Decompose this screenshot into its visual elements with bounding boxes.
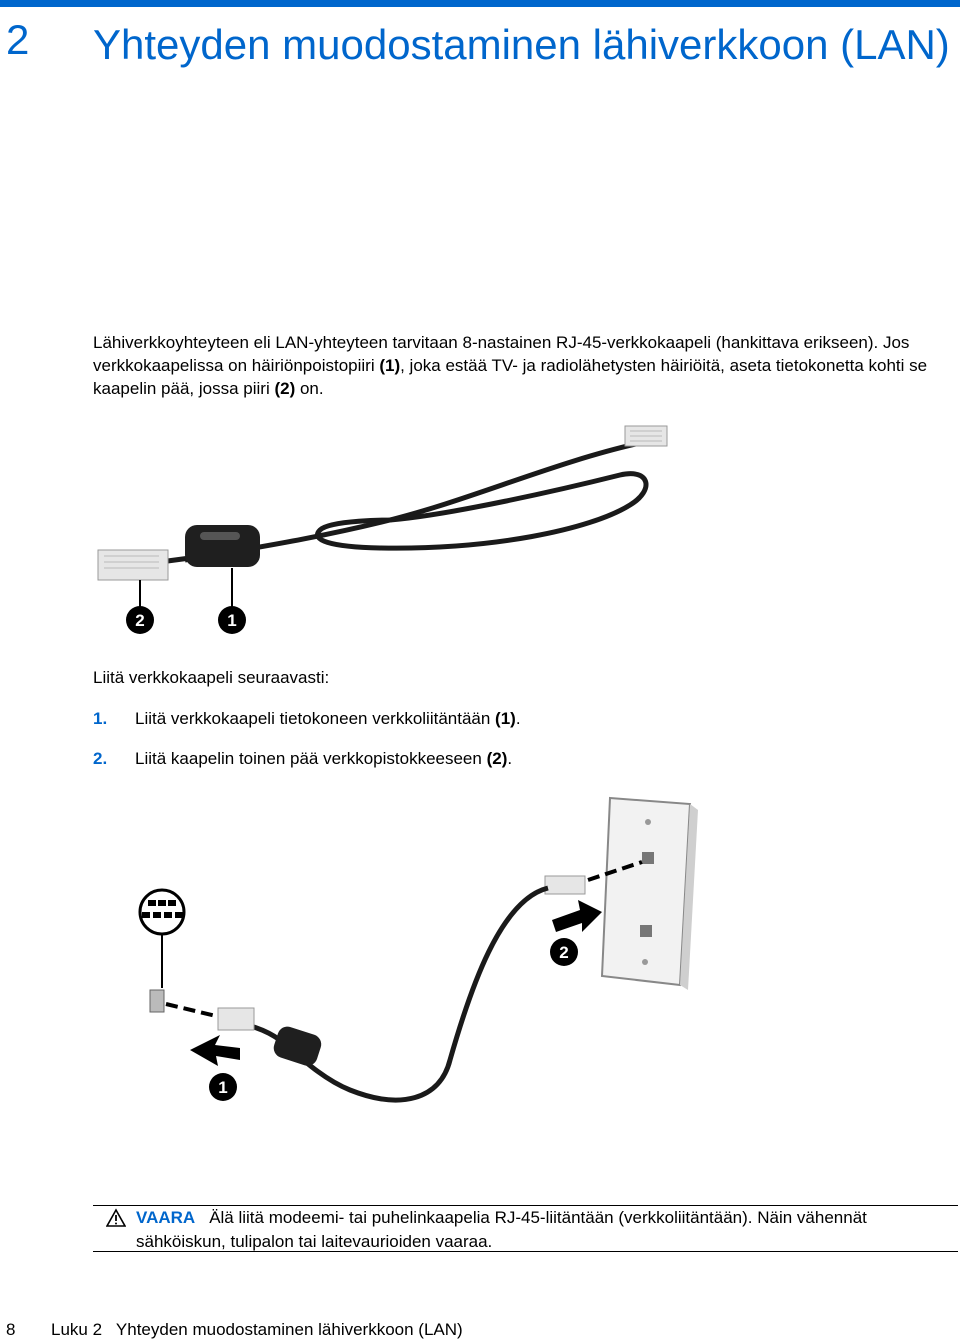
intro-paragraph — [93, 331, 943, 400]
network-cable-figure — [90, 420, 680, 640]
callout-2-label: 2 — [135, 611, 145, 630]
warning-rule-bottom — [93, 1251, 958, 1252]
cable-loop — [318, 474, 647, 548]
top-rule — [0, 0, 960, 7]
warning-label: VAARA — [136, 1208, 196, 1227]
step-1-end: . — [515, 709, 521, 728]
warning-text: Älä liitä modeemi- tai puhelinkaapelia RJ-45-liitäntään (verkkoliitäntään). Näin vähennät sähköiskun, tulipalon tai laitevaurioiden vaaraa. — [136, 1208, 867, 1251]
warning-icon — [106, 1208, 126, 1228]
network-icon — [140, 890, 184, 988]
intro-text-c: on. — [295, 379, 324, 398]
connection-figure — [120, 790, 700, 1120]
steps-intro: Liitä verkkokaapeli seuraavasti: — [93, 668, 330, 687]
step-2-number: 2. — [93, 749, 108, 768]
rj45-plug-left — [98, 550, 168, 580]
chapter-title: Yhteyden muodostaminen lähiverkkoon (LAN) — [93, 21, 950, 68]
rj45-plug-right — [625, 426, 667, 446]
fig2-callout-2-label: 2 — [559, 943, 569, 962]
chapter-number: 2 — [6, 16, 30, 63]
arrow-icon — [552, 900, 602, 932]
ferrite-bead — [271, 1024, 324, 1068]
rj45-plug-computer — [218, 1008, 254, 1030]
arrow-icon — [190, 1035, 240, 1066]
intro-ref-1: (1) — [379, 356, 401, 375]
step-1-number: 1. — [93, 709, 108, 728]
step-2-text: Liitä kaapelin toinen pää verkkopistokkeeseen — [135, 749, 487, 768]
fig2-callout-1-label: 1 — [218, 1078, 228, 1097]
step-1-ref: (1) — [495, 709, 516, 728]
step-2-end: . — [507, 749, 513, 768]
wall-plate — [602, 798, 698, 990]
step-2-ref: (2) — [486, 749, 508, 768]
page-number: 8 — [6, 1320, 16, 1339]
intro-ref-2: (2) — [274, 379, 296, 398]
intro-text-b: , joka estää TV- ja radiolähetysten häiriöitä, aseta tietokonetta kohti se kaapelin pää, jossa piiri — [93, 356, 928, 398]
callout-1-label: 1 — [227, 611, 237, 630]
computer-port — [150, 990, 164, 1012]
rj45-plug-wall — [545, 876, 585, 894]
ferrite-bead — [185, 525, 260, 567]
page-footer — [6, 1319, 463, 1341]
step-1 — [93, 708, 521, 730]
step-1-text: Liitä verkkokaapeli tietokoneen verkkoliitäntään — [135, 709, 496, 728]
footer-text: Luku 2 Yhteyden muodostaminen lähiverkkoon (LAN) — [51, 1320, 463, 1339]
warning-box — [136, 1206, 960, 1254]
intro-text-a: Lähiverkkoyhteyteen eli LAN-yhteyteen tarvitaan 8-nastainen RJ-45-verkkokaapeli (hankittava erikseen). Jos verkkokaapelissa on häiriönpoistopiiri — [93, 333, 910, 375]
cable — [230, 888, 548, 1100]
step-2 — [93, 748, 512, 770]
